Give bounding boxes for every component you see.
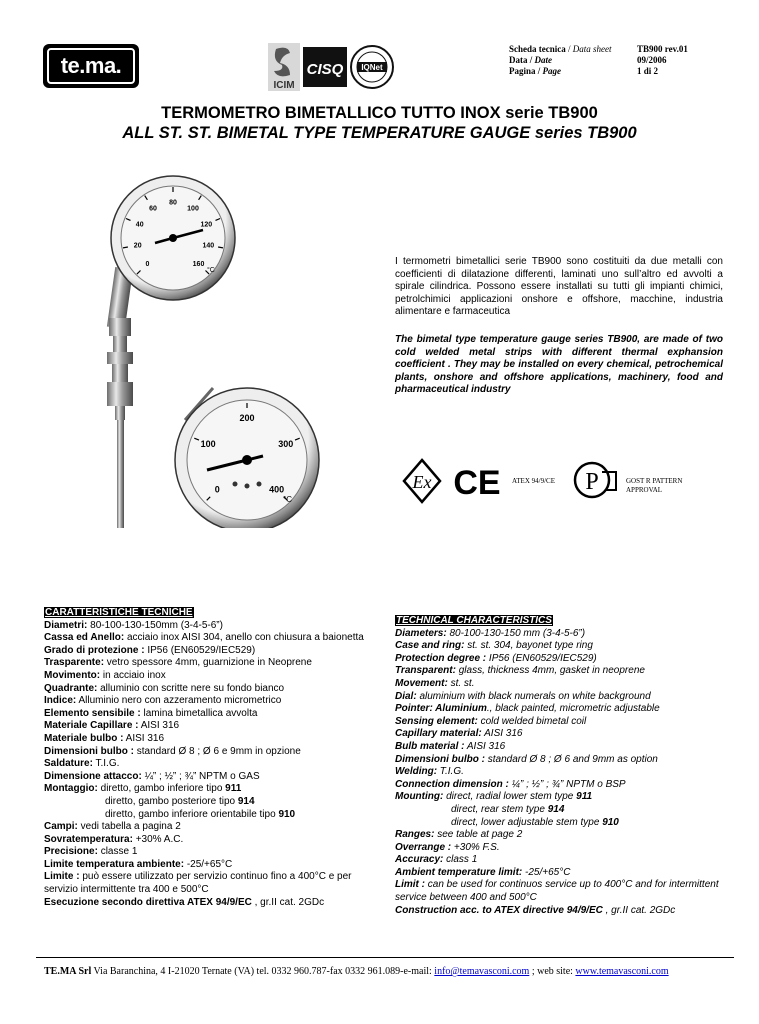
description-english: The bimetal type temperature gauge series TB900, are made of two cold welded metal strips with different thermal exphansion coefficient . They may be installed on every chemical, petrochemical plants, onshore and offshore applications, machinery, food and pharmaceutical industry	[395, 334, 723, 396]
gauge-tick-label: 140	[202, 242, 215, 250]
title-italian: TERMOMETRO BIMETALLICO TUTTO INOX serie TB900	[161, 104, 598, 122]
gauge-tick-label: 100	[200, 438, 216, 449]
gauge-tick-label: 120	[200, 221, 213, 229]
ce-mark: CE	[453, 464, 501, 502]
gauge-tick-label: 100	[187, 205, 199, 213]
date-value: 09/2006	[637, 55, 667, 65]
gost-mark-icon	[572, 460, 618, 500]
footer-company: TE.MA Srl	[44, 966, 92, 977]
page-title	[0, 104, 759, 143]
sheet-value: TB900 rev.01	[637, 44, 688, 54]
footer-address: Via Baranchina, 4 I-21020 Ternate (VA) tel. 0332 960.787-fax 0332 961.089-e-mail:	[91, 966, 435, 977]
icim-text: ICIM	[273, 80, 295, 91]
ex-symbol: Ex	[412, 472, 432, 492]
gauge-tick-label: 300	[278, 438, 294, 449]
gauge-tick-label: 0	[214, 484, 220, 495]
iqnet-text: IQNet	[361, 63, 383, 72]
footer-website-link[interactable]: www.temavasconi.com	[575, 966, 669, 977]
svg-text:Р: Р	[585, 469, 599, 495]
gauge-tick-label: 160	[192, 260, 205, 268]
cisq-text: CISQ	[306, 61, 344, 78]
certification-logos	[268, 43, 398, 91]
gauge-tick-label: 20	[133, 242, 142, 250]
specs-english-heading: TECHNICAL CHARACTERISTICS	[396, 615, 552, 626]
footer: TE.MA Srl Via Baranchina, 4 I-21020 Ternate (VA) tel. 0332 960.787-fax 0332 961.089-e-mail: info@temavasconi.com ; web site: www.temavasconi.com	[44, 966, 669, 977]
gauge-tick-label: 60	[149, 205, 157, 213]
sheet-info-values	[637, 44, 688, 77]
atex-ce-marks	[402, 458, 502, 504]
sheet-info-labels: Scheda tecnica / Data sheet Data / Date Pagina / Page	[509, 44, 612, 76]
gauge-product-photo	[95, 168, 335, 528]
page-value: 1 di 2	[637, 66, 659, 76]
footer-divider	[36, 957, 734, 958]
top-gauge-dial	[111, 176, 235, 300]
footer-email-link[interactable]: info@temavasconi.com	[434, 966, 530, 977]
gauge-tick-label: 200	[239, 413, 255, 423]
gauge-tick-label: 40	[135, 221, 144, 229]
gauge-tick-label: 400	[269, 484, 285, 495]
gauge-tick-label: 0	[145, 260, 150, 268]
specs-english: TECHNICAL CHARACTERISTICS Diameters: 80-100-130-150 mm (3-4-5-6”) Case and ring: st. st. 304, bayonet type ring Protection degree : IP56 (EN60529/IEC529) Transparent: glass, thickness 4mm, gasket in neoprene Movement: st. st. Dial: aluminium with black numerals on white background Pointer: Aluminium., black painted, micrometric adjustable Sensing element: cold welded bimetal coil Capillary material: AISI 316 Bulb material : AISI 316 Dimensioni bulbo : standard Ø 8 ; Ø 6 and 9mm as option Welding: T.I.G. Connection dimension : ¼” ; ½” ; ¾” NPTM o BSP Mounting: direct, radial lower stem type 911 direct, rear stem type 914 direct, lower adjustable stem type 910 Ranges: see table at page 2 Overrange : +30% F.S. Accuracy: class 1 Ambient temperature limit: -25/+65°C Limit : can be used for continuos service up to 400°C and for intermittent service between 400 and 500°C Construction acc. to ATEX directive 94/9/EC , gr.II cat. 2GDc	[395, 615, 719, 916]
gost-label: GOST R PATTERN APPROVAL	[626, 477, 683, 494]
certification-marks-icon	[268, 43, 398, 91]
title-english: ALL ST. ST. BIMETAL TYPE TEMPERATURE GAUGE series TB900	[122, 124, 637, 142]
specs-italian: CARATTERISTICHE TECNICHE Diametri: 80-100-130-150mm (3-4-5-6”) Cassa ed Anello: acciaio inox AISI 304, anello con chiusura a baionetta Grado di protezione : IP56 (EN60529/IEC529) Trasparente: vetro spessore 4mm, guarnizione in Neoprene Movimento: in acciaio inox Quadrante: alluminio con scritte nere su fondo bianco Indice: Alluminio nero con azzeramento micrometrico Elemento sensibile : lamina bimetallica avvolta Materiale Capillare : AISI 316 Materiale bulbo : AISI 316 Dimensioni bulbo : standard Ø 8 ; Ø 6 e 9mm in opzione Saldature: T.I.G. Dimensione attacco: ¼” ; ½” ; ¾” NPTM o GAS Montaggio: diretto, gambo inferiore tipo 911 diretto, gambo posteriore tipo 914 diretto, gambo inferiore orientabile tipo 910 Campi: vedi tabella a pagina 2 Sovratemperatura: +30% A.C. Precisione: classe 1 Limite temperatura ambiente: -25/+65°C Limite : può essere utilizzato per servizio continuo fino a 400°C e per servizio intermittente tra 400 e 500°C Esecuzione secondo direttiva ATEX 94/9/EC , gr.II cat. 2GDc	[44, 607, 364, 908]
atex-label: ATEX 94/9/CE	[512, 477, 555, 485]
description-italian: I termometri bimetallici serie TB900 sono costituiti da due metalli con coefficienti di dilatazione differenti, laminati uno sull’altro ed avvolti a spirale cilindrica. Possono essere installati su tutti gli impianti chimici, petrolchimici applicazioni onshore e offshore, macchine, industria alimentare e farmaceutica	[395, 256, 723, 318]
bottom-gauge-unit: °C	[283, 495, 292, 504]
tema-logo	[43, 44, 139, 88]
top-gauge-unit: °C	[207, 267, 215, 274]
gauge-tick-label: 80	[169, 199, 177, 207]
specs-italian-heading: CARATTERISTICHE TECNICHE	[45, 607, 193, 618]
bottom-gauge-dial	[175, 388, 319, 528]
logo-text: te.ma.	[47, 48, 135, 84]
